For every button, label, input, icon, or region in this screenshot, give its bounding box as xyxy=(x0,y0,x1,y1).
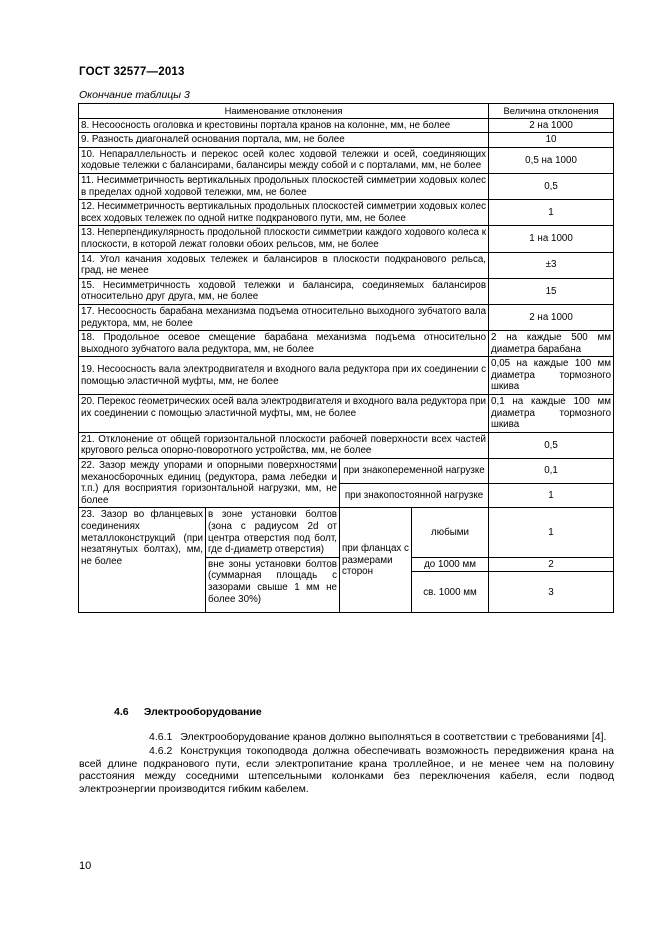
row23-size: любыми xyxy=(412,508,489,557)
paragraph-number: 4.6.1 xyxy=(149,731,173,743)
row-value: 2 на каждые 500 мм диаметра барабана xyxy=(489,331,614,357)
row23-zone-out: вне зоны установки болтов (суммарная площадь с зазорами свыше 1 мм не более 30%) xyxy=(206,557,340,613)
row22-text: 22. Зазор между упорами и опорными поверхностями механосборочных единиц (редуктора, рама лебедки и т.п.) для восприятия горизонтальной нагрузки, мм, не более xyxy=(79,459,340,508)
section-number: 4.6 xyxy=(114,706,129,718)
header-value: Величина отклонения xyxy=(489,104,614,119)
table-row xyxy=(79,173,614,199)
row-text: 20. Перекос геометрических осей вала электродвигателя и входного вала редуктора при их соединении с помощью эластичной муфты, мм, не более xyxy=(79,395,489,433)
table-row xyxy=(79,278,614,304)
deviation-table xyxy=(78,103,614,613)
row23-value: 1 xyxy=(489,508,614,557)
row-text: 17. Несоосность барабана механизма подъема относительно выходного зубчатого вала редуктора, мм, не более xyxy=(79,304,489,330)
table-row xyxy=(79,252,614,278)
row-value: 0,1 на каждые 100 мм диаметра тормозного шкива xyxy=(489,395,614,433)
row-text: 12. Несимметричность вертикальных продольных плоскостей симметрии ходовых колес всех ходовых тележек по одной нитке подкранового пути, мм, не более xyxy=(79,200,489,226)
row-value: ±3 xyxy=(489,252,614,278)
row-text: 15. Несимметричность ходовой тележки и балансира, соединяемых балансиров относительно друг друга, мм, не более xyxy=(79,278,489,304)
row-value: 2 на 1000 xyxy=(489,118,614,133)
row-value: 0,05 на каждые 100 мм диаметра тормозного шкива xyxy=(489,357,614,395)
table-row xyxy=(79,118,614,133)
row22-value: 0,1 xyxy=(489,459,614,484)
header-name: Наименование отклонения xyxy=(79,104,489,119)
table-row xyxy=(79,395,614,433)
row-text: 10. Непараллельность и перекос осей колес ходовой тележки и осей, соединяющих ходовые тележки с балансирами, балансиры между собой и с порталами, мм, не более xyxy=(79,147,489,173)
paragraph-number: 4.6.2 xyxy=(149,745,173,757)
row23-flange: при фланцах с размерами сторон xyxy=(340,508,412,613)
table-header-row xyxy=(79,104,614,119)
table-row xyxy=(79,147,614,173)
row-text: 19. Несоосность вала электродвигателя и входного вала редуктора при их соединении с помощью эластичной муфты, мм, не более xyxy=(79,357,489,395)
page-number: 10 xyxy=(79,860,92,872)
row-text: 14. Угол качания ходовых тележек и балансиров в плоскости подкранового рельса, град, не менее xyxy=(79,252,489,278)
row-value: 1 на 1000 xyxy=(489,226,614,252)
paragraph-text: Конструкция токоподвода должна обеспечивать возможность передвижения крана на всей длине подкранового пути, если электропитание крана троллейное, и не менее чем на половину расстояния между соседними штепсельными колонками без переключения кабеля, если подвод электроэнергии производится гибким кабелем. xyxy=(79,745,614,795)
row-text: 18. Продольное осевое смещение барабана механизма подъема относительно выходного зубчатого вала редуктора, мм, не более xyxy=(79,331,489,357)
row23-value: 3 xyxy=(489,572,614,613)
row-value: 0,5 xyxy=(489,173,614,199)
row-text: 9. Разность диагоналей основания портала, мм, не более xyxy=(79,133,489,148)
table-row xyxy=(79,432,614,458)
row-text: 21. Отклонение от общей горизонтальной плоскости рабочей поверхности всех частей кругового рельса опорно-поворотного устройства, мм, не более xyxy=(79,432,489,458)
table-row-22a xyxy=(79,459,614,484)
row-value: 10 xyxy=(489,133,614,148)
table-row xyxy=(79,226,614,252)
row-value: 0,5 на 1000 xyxy=(489,147,614,173)
table-row xyxy=(79,357,614,395)
table-caption: Окончание таблицы 3 xyxy=(79,89,190,101)
paragraph-4-6-2 xyxy=(79,745,614,795)
section-title: Электрооборудование xyxy=(143,706,262,718)
row22-value: 1 xyxy=(489,483,614,508)
paragraph-text: Электрооборудование кранов должно выполняться в соответствии с требованиями [4]. xyxy=(180,731,607,743)
row23-value: 2 xyxy=(489,557,614,572)
row23-size: до 1000 мм xyxy=(412,557,489,572)
table-row xyxy=(79,331,614,357)
row-text: 13. Неперпендикулярность продольной плоскости симметрии каждого ходового колеса к плоскости, в которой лежат головки обоих рельсов, мм, не более xyxy=(79,226,489,252)
row23-zone-in: в зоне установки болтов (зона с радиусом 2d от центра отверстия под болт, где d-диаметр отверстия) xyxy=(206,508,340,557)
table-row xyxy=(79,200,614,226)
paragraph-4-6-1 xyxy=(79,731,614,744)
row22-cond: при знакопостоянной нагрузке xyxy=(340,483,489,508)
table-row xyxy=(79,304,614,330)
table-row-23a xyxy=(79,508,614,557)
row-value: 0,5 xyxy=(489,432,614,458)
row-value: 1 xyxy=(489,200,614,226)
section-heading xyxy=(114,706,262,718)
table-row xyxy=(79,133,614,148)
row-text: 11. Несимметричность вертикальных продольных плоскостей симметрии ходовых колес в пределах одной ходовой тележки, мм, не более xyxy=(79,173,489,199)
row-value: 2 на 1000 xyxy=(489,304,614,330)
row23-size: св. 1000 мм xyxy=(412,572,489,613)
row23-text: 23. Зазор во фланцевых соединениях металлоконструкций (при незатянутых болтах), мм, не более xyxy=(79,508,206,613)
row-value: 15 xyxy=(489,278,614,304)
row-text: 8. Несоосность оголовка и крестовины портала кранов на колонне, мм, не более xyxy=(79,118,489,133)
row22-cond: при знакопеременной нагрузке xyxy=(340,459,489,484)
standard-title: ГОСТ 32577—2013 xyxy=(79,66,185,78)
